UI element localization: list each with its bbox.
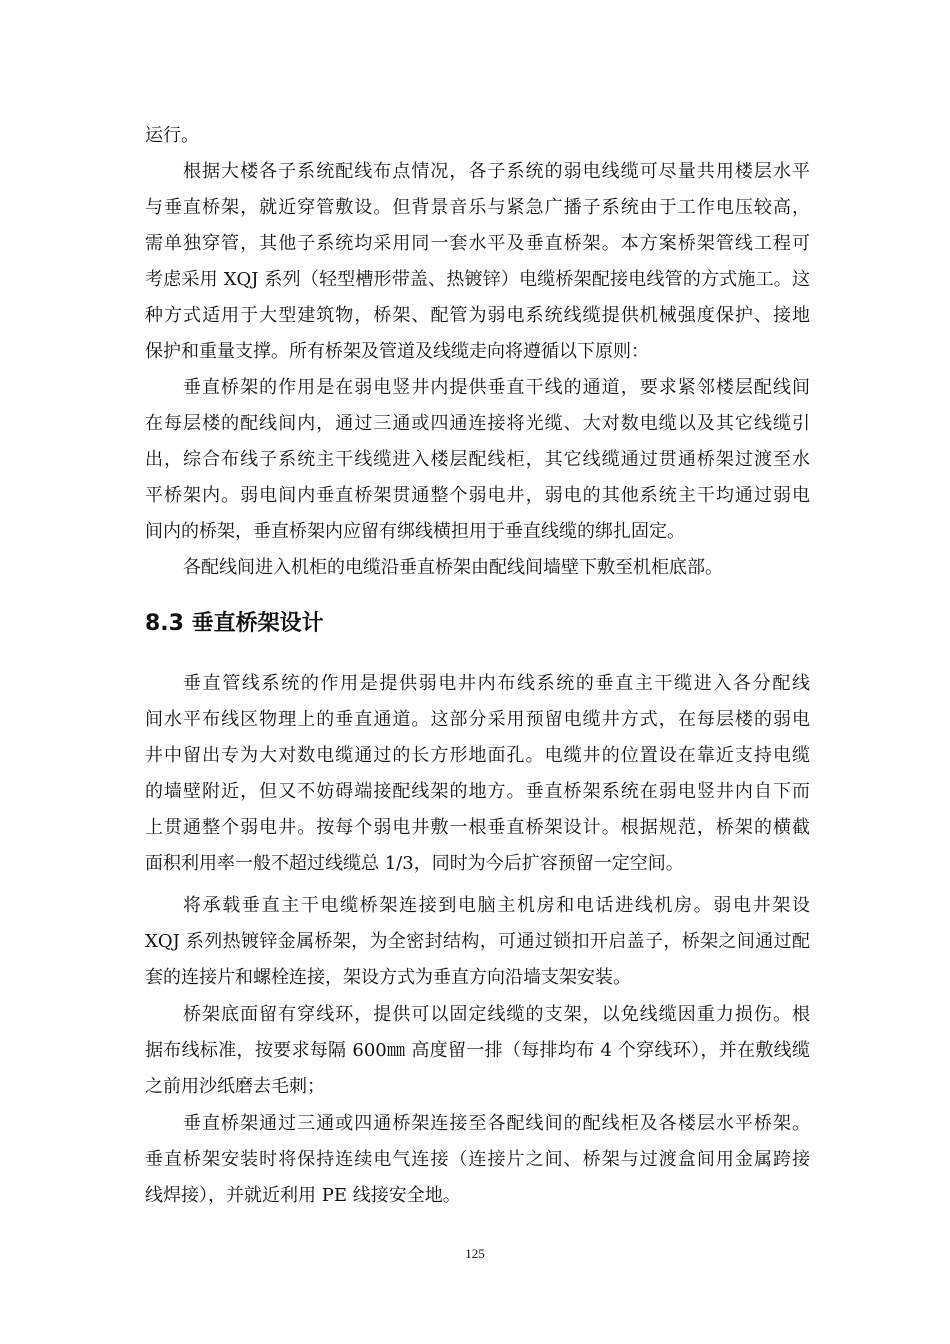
paragraph-line: 间内的桥架，垂直桥架内应留有绑线横担用于垂直线缆的绑扎固定。	[145, 521, 685, 542]
paragraph-line: 套的连接片和螺栓连接，架设方式为垂直方向沿墙支架安装。	[145, 967, 631, 988]
paragraph-line: 出，综合布线子系统主干线缆进入楼层配线柜，其它线缆通过贯通桥架过渡至水	[145, 449, 810, 470]
paragraph-line: 面积利用率一般不超过线缆总 1/3，同时为今后扩容预留一定空间。	[145, 853, 684, 874]
paragraph-line: 上贯通整个弱电井。按每个弱电井敷一根垂直桥架设计。根据规范，桥架的横截	[145, 817, 810, 838]
paragraph-line: 间水平布线区物理上的垂直通道。这部分采用预留电缆井方式，在每层楼的弱电	[145, 709, 810, 730]
paragraph-line: 之前用沙纸磨去毛刺；	[145, 1076, 325, 1097]
paragraph-line: 桥架底面留有穿线环，提供可以固定线缆的支架，以免线缆因重力损伤。根	[183, 1004, 810, 1025]
paragraph-line: 井中留出专为大对数电缆通过的长方形地面孔。电缆井的位置设在靠近支持电缆	[145, 745, 810, 766]
paragraph-line: 需单独穿管，其他子系统均采用同一套水平及垂直桥架。本方案桥架管线工程可	[145, 233, 810, 254]
paragraph-line: 将承载垂直主干电缆桥架连接到电脑主机房和电话进线机房。弱电井架设	[183, 895, 810, 916]
paragraph-line: 与垂直桥架，就近穿管敷设。但背景音乐与紧急广播子系统由于工作电压较高，	[145, 197, 810, 218]
paragraph-line: 根据大楼各子系统配线布点情况，各子系统的弱电线缆可尽量共用楼层水平	[183, 161, 810, 182]
paragraph-line: 保护和重量支撑。所有桥架及管道及线缆走向将遵循以下原则：	[145, 341, 649, 362]
paragraph-line: 的墙壁附近，但又不妨碍端接配线架的地方。垂直桥架系统在弱电竖井内自下而	[145, 781, 810, 802]
paragraph-line: 垂直桥架通过三通或四通桥架连接至各配线间的配线柜及各楼层水平桥架。	[183, 1113, 810, 1134]
paragraph-line: 运行。	[145, 125, 199, 146]
paragraph-line: 线焊接），并就近利用 PE 线接安全地。	[145, 1185, 461, 1206]
paragraph-line: 据布线标准，按要求每隔 600㎜ 高度留一排（每排均布 4 个穿线环），并在敷线缆	[145, 1040, 810, 1061]
section-heading: 8.3 垂直桥架设计	[145, 611, 324, 636]
paragraph-line: 垂直管线系统的作用是提供弱电井内布线系统的垂直主干缆进入各分配线	[183, 673, 810, 694]
paragraph-line: 种方式适用于大型建筑物，桥架、配管为弱电系统线缆提供机械强度保护、接地	[145, 305, 810, 326]
paragraph-line: 考虑采用 XQJ 系列（轻型槽形带盖、热镀锌）电缆桥架配接电线管的方式施工。这	[145, 269, 810, 290]
paragraph-line: 平桥架内。弱电间内垂直桥架贯通整个弱电井，弱电的其他系统主干均通过弱电	[145, 485, 810, 506]
paragraph-line: 在每层楼的配线间内，通过三通或四通连接将光缆、大对数电缆以及其它线缆引	[145, 413, 810, 434]
paragraph-line: 垂直桥架安装时将保持连续电气连接（连接片之间、桥架与过渡盒间用金属跨接	[145, 1149, 810, 1170]
paragraph-line: 各配线间进入机柜的电缆沿垂直桥架由配线间墙壁下敷至机柜底部。	[183, 557, 723, 578]
page-number: 125	[465, 1246, 485, 1261]
paragraph-line: 垂直桥架的作用是在弱电竖井内提供垂直干线的通道，要求紧邻楼层配线间	[183, 377, 810, 398]
paragraph-line: XQJ 系列热镀锌金属桥架，为全密封结构，可通过锁扣开启盖子，桥架之间通过配	[145, 931, 810, 952]
